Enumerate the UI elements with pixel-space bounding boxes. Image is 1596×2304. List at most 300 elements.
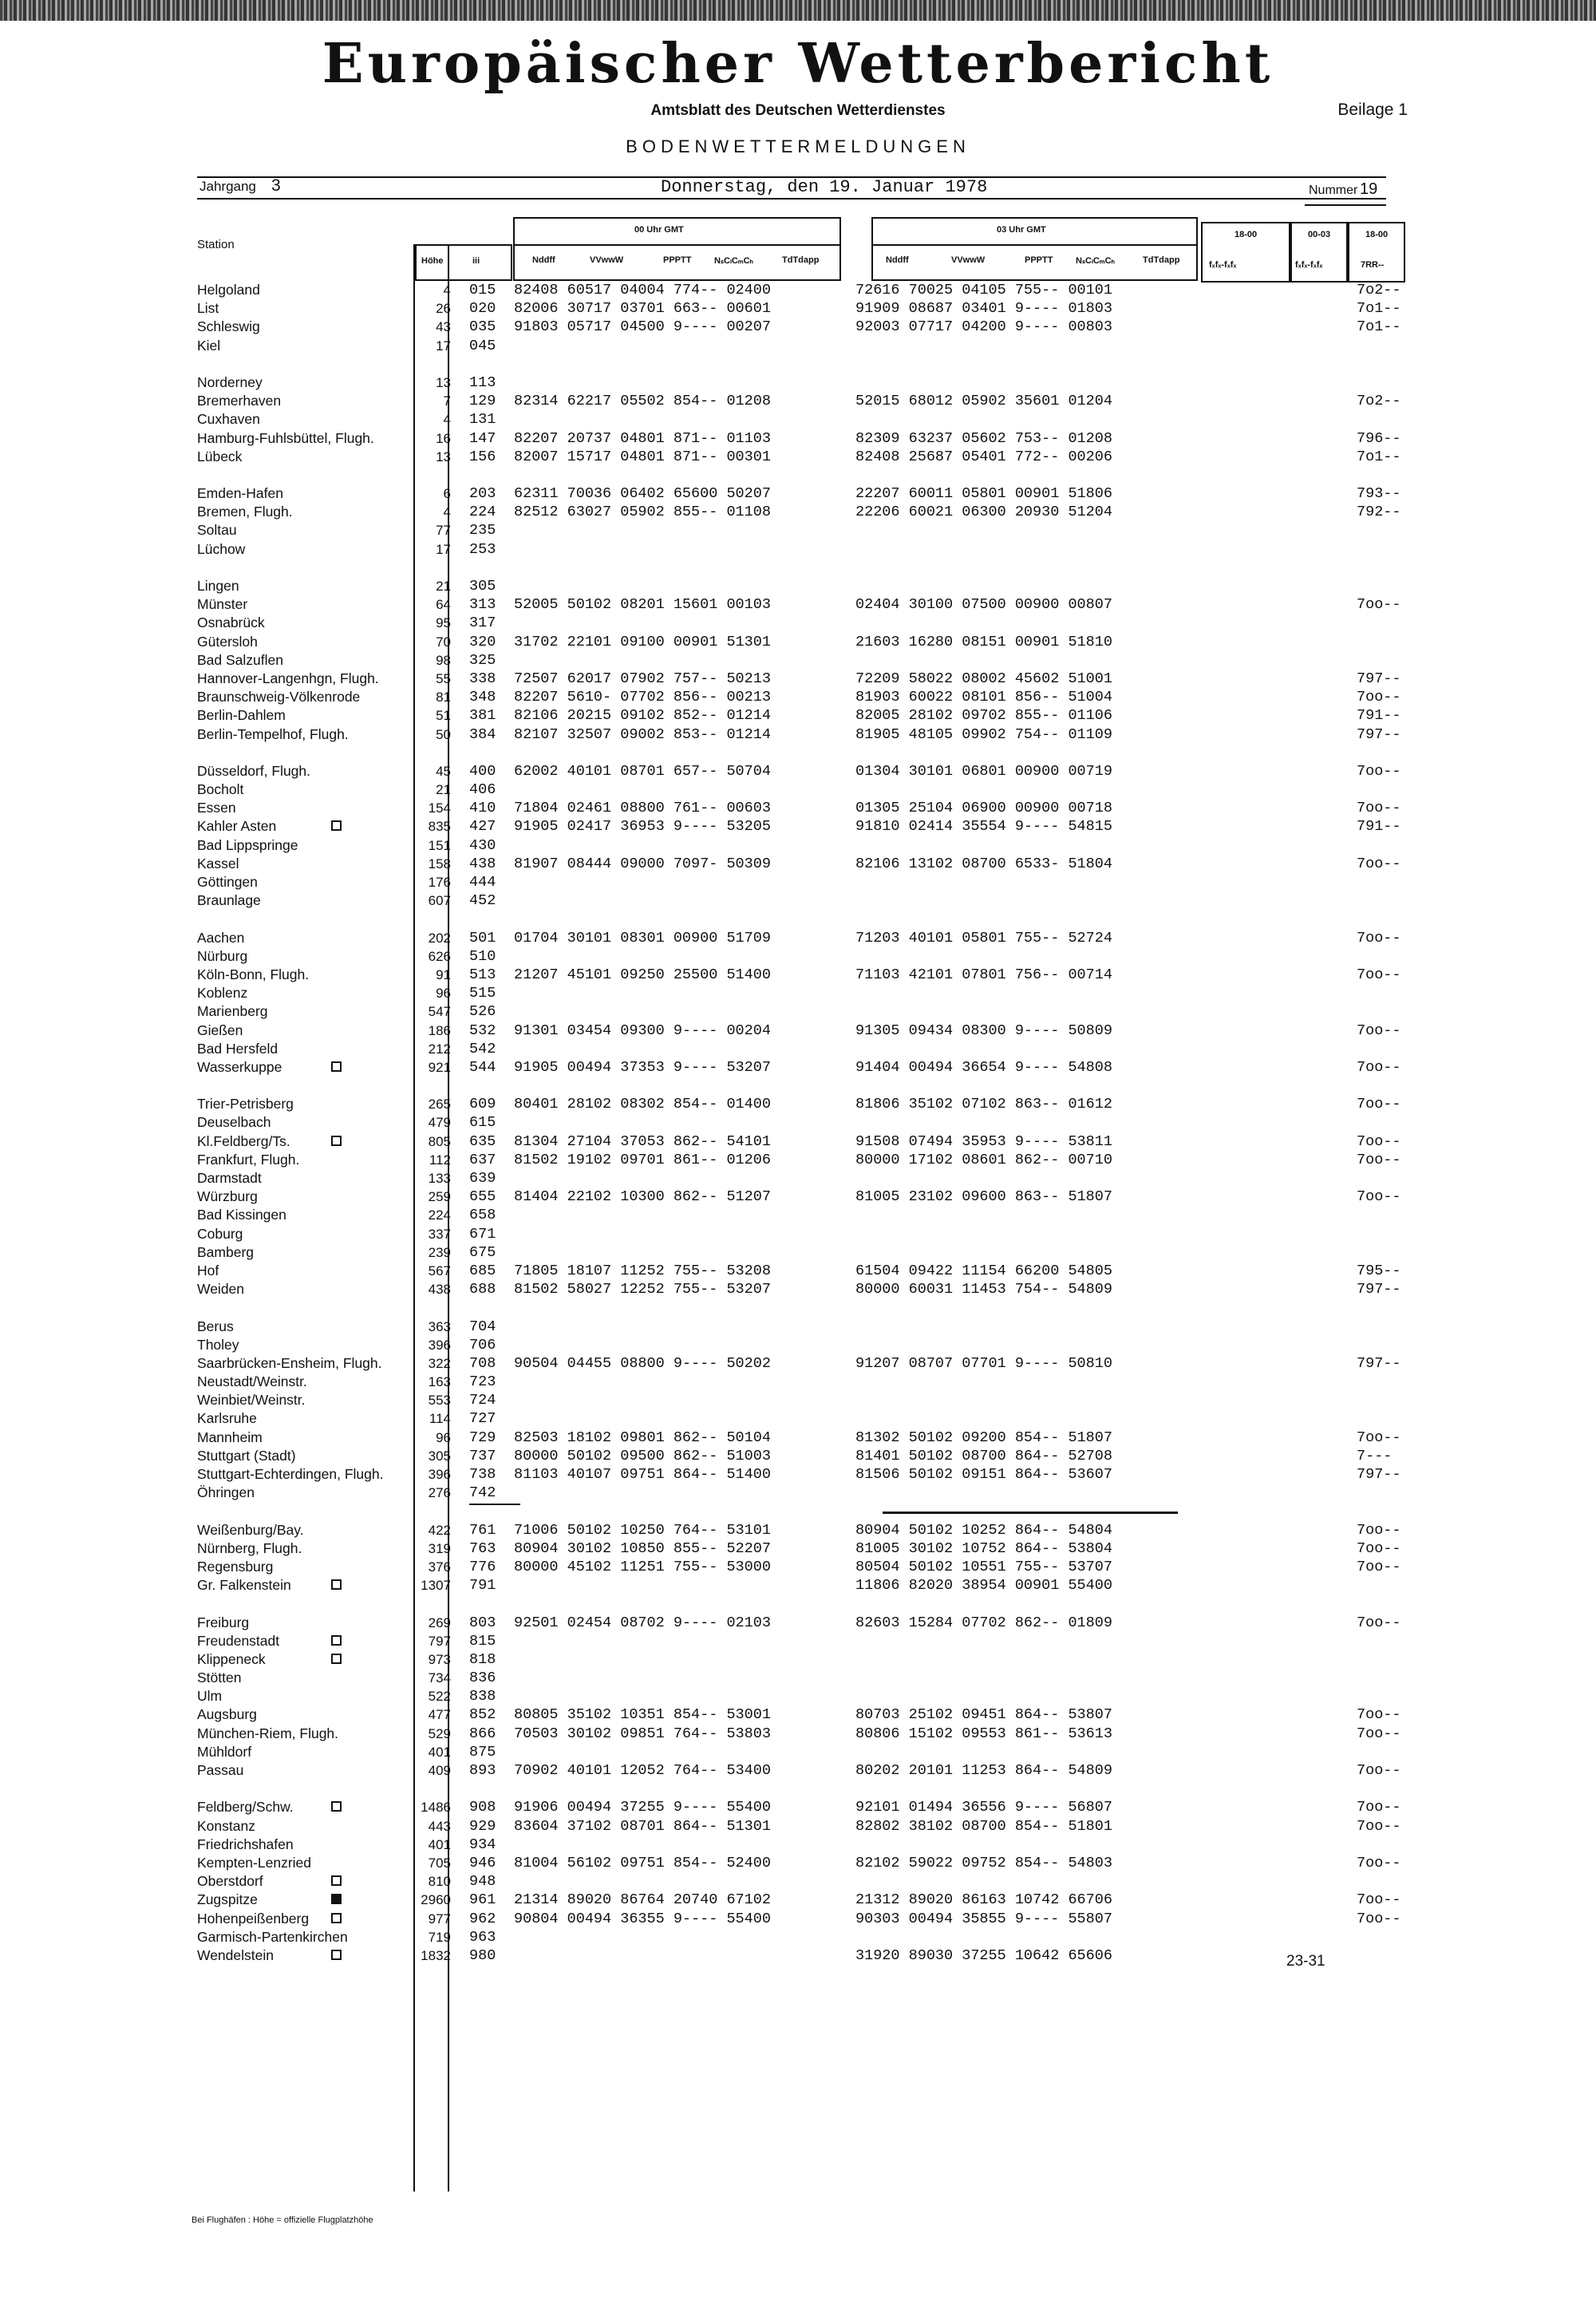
obs-1800: 7oo-- <box>1357 855 1401 872</box>
station-index: 320 <box>469 633 496 650</box>
obs-00gmt: 70503 30102 09851 764-- 53803 <box>514 1725 771 1742</box>
obs-03gmt <box>855 1169 1112 1188</box>
obs-03gmt <box>855 1687 1112 1705</box>
issue-date: Donnerstag, den 19. Januar 1978 <box>661 177 988 197</box>
footer-note: Bei Flughäfen : Höhe = offizielle Flugplatzhöhe <box>192 2215 373 2225</box>
station-index: 639 <box>469 1170 496 1187</box>
obs-00gmt <box>514 651 771 670</box>
obs-00gmt: 82503 18102 09801 862-- 50104 <box>514 1429 771 1446</box>
station-name: Frankfurt, Flugh. <box>197 1151 300 1168</box>
station-index: 147 <box>469 429 496 447</box>
obs-00gmt: 80000 45102 11251 755-- 53000 <box>514 1558 771 1575</box>
station-index: 704 <box>469 1318 496 1335</box>
station-name: München-Riem, Flugh. <box>197 1725 339 1741</box>
station-name: Regensburg <box>197 1558 274 1575</box>
station-index: 427 <box>469 818 496 836</box>
station-name: Bad Salzuflen <box>197 651 283 668</box>
station-height: 212 <box>428 1041 451 1057</box>
obs-00gmt <box>514 781 771 799</box>
obs-03gmt <box>855 1928 1112 1946</box>
station-index: 532 <box>469 1022 496 1039</box>
obs-03gmt <box>855 1206 1112 1224</box>
obs-03gmt: 91207 08707 07701 9---- 50810 <box>855 1354 1112 1372</box>
obs-00gmt: 82106 20215 09102 852-- 01214 <box>514 707 771 725</box>
row-gap <box>403 744 451 762</box>
row-gap <box>855 355 1112 373</box>
row-gap <box>855 1077 1112 1095</box>
obs-03gmt: 21603 16280 08151 00901 51810 <box>855 633 1112 650</box>
station-height: 91 <box>436 966 451 982</box>
station-height: 158 <box>428 856 451 871</box>
station-height: 98 <box>436 652 451 668</box>
station-name: Augsburg <box>197 1706 257 1723</box>
obs-00gmt <box>514 873 771 891</box>
mountain-station-marker-icon <box>331 1801 342 1812</box>
mountain-station-marker-icon <box>331 1136 342 1146</box>
obs-1800 <box>1357 577 1401 595</box>
obs-03gmt: 92101 01494 36556 9---- 56807 <box>855 1799 1112 1816</box>
obs-1800: 7oo-- <box>1357 1521 1401 1539</box>
row-gap <box>1357 1298 1401 1317</box>
obs-03gmt: 81806 35102 07102 863-- 01612 <box>855 1096 1112 1113</box>
mountain-station-marker-icon <box>331 1894 342 1904</box>
strike-mark <box>469 1504 520 1505</box>
col-00gmt: 00 Uhr GMT <box>634 225 684 235</box>
station-index: 685 <box>469 1262 496 1279</box>
station-index: 045 <box>469 337 496 354</box>
station-height: 835 <box>428 819 451 835</box>
station-name: Weißenburg/Bay. <box>197 1521 304 1538</box>
col-cloud-00: NₛCₗCₘCₕ <box>714 256 754 266</box>
row-gap <box>197 355 429 373</box>
obs-00gmt <box>514 1687 771 1705</box>
station-name: Bremen, Flugh. <box>197 504 293 520</box>
station-index: 761 <box>469 1521 496 1539</box>
obs-03gmt: 80202 20101 11253 864-- 54809 <box>855 1762 1112 1779</box>
obs-1800-column <box>1357 281 1401 1965</box>
header-0003-box <box>1290 222 1348 283</box>
obs-00gmt: 82207 5610- 07702 856-- 00213 <box>514 689 771 706</box>
station-name: Weiden <box>197 1281 245 1298</box>
station-name: Essen <box>197 800 236 816</box>
row-gap <box>403 1077 451 1095</box>
station-name: Feldberg/Schw. <box>197 1798 429 1816</box>
station-height: 705 <box>428 1855 451 1871</box>
station-name: Bad Kissingen <box>197 1207 286 1223</box>
station-height: 16 <box>436 430 451 446</box>
obs-00gmt: 83604 37102 08701 864-- 51301 <box>514 1817 771 1835</box>
obs-00gmt <box>514 577 771 595</box>
station-height: 1832 <box>421 1947 451 1963</box>
rule-under-date <box>197 198 1386 200</box>
station-index: 908 <box>469 1799 496 1816</box>
row-gap <box>469 1077 496 1095</box>
obs-1800: 7oo-- <box>1357 1539 1401 1557</box>
obs-03gmt <box>855 873 1112 891</box>
signature-note: 23-31 <box>1286 1953 1325 1970</box>
station-index: 637 <box>469 1151 496 1168</box>
station-index: 325 <box>469 651 496 669</box>
obs-1800: 797-- <box>1357 1466 1401 1483</box>
station-index: 815 <box>469 1632 496 1650</box>
row-gap <box>514 744 771 762</box>
station-index: 020 <box>469 300 496 318</box>
row-gap <box>197 1077 429 1095</box>
obs-03gmt: 72209 58022 08002 45602 51001 <box>855 670 1112 687</box>
obs-1800 <box>1357 1318 1401 1336</box>
col-1800b: 18-00 <box>1365 230 1389 239</box>
obs-03gmt: 71103 42101 07801 756-- 00714 <box>855 966 1112 983</box>
station-column <box>197 281 429 1965</box>
obs-1800: 7o2-- <box>1357 393 1401 410</box>
row-gap <box>197 1780 429 1798</box>
row-gap <box>403 355 451 373</box>
obs-03gmt: 21312 89020 86163 10742 66706 <box>855 1891 1112 1909</box>
station-name: Konstanz <box>197 1817 255 1834</box>
obs-00gmt: 82314 62217 05502 854-- 01208 <box>514 393 771 410</box>
obs-03gmt <box>855 1225 1112 1243</box>
obs-00gmt: 01704 30101 08301 00900 51709 <box>514 929 771 946</box>
obs-1800: 7oo-- <box>1357 929 1401 946</box>
station-height: 114 <box>429 1411 451 1427</box>
station-name: Kempten-Lenzried <box>197 1854 311 1871</box>
station-index: 688 <box>469 1281 496 1298</box>
station-height: 401 <box>428 1744 451 1760</box>
station-name: Braunschweig-Völkenrode <box>197 689 361 705</box>
obs-1800: 7oo-- <box>1357 1558 1401 1575</box>
obs-03gmt: 91508 07494 35953 9---- 53811 <box>855 1132 1112 1150</box>
obs-03gmt <box>855 1669 1112 1687</box>
obs-1800: 7o1-- <box>1357 448 1401 465</box>
station-height: 977 <box>428 1911 451 1927</box>
station-index: 818 <box>469 1650 496 1668</box>
obs-00gmt: 81907 08444 09000 7097- 50309 <box>514 855 771 872</box>
station-index: 253 <box>469 540 496 558</box>
station-height: 4 <box>443 504 451 520</box>
obs-00gmt: 71006 50102 10250 764-- 53101 <box>514 1521 771 1539</box>
obs-00gmt <box>514 1409 771 1428</box>
obs-00gmt <box>514 984 771 1002</box>
station-height: 43 <box>436 319 451 335</box>
obs-00gmt <box>514 1225 771 1243</box>
station-index: 776 <box>469 1558 496 1575</box>
obs-03gmt: 80000 17102 08601 862-- 00710 <box>855 1151 1112 1168</box>
station-name: Trier-Petrisberg <box>197 1096 294 1112</box>
obs-03gmt <box>855 1336 1112 1354</box>
obs-00gmt <box>514 891 771 910</box>
obs-00gmt: 90504 04455 08800 9---- 50202 <box>514 1354 771 1372</box>
station-index: 338 <box>469 670 496 687</box>
obs-00gmt <box>514 1946 771 1965</box>
obs-03gmt: 82309 63237 05602 753-- 01208 <box>855 429 1112 447</box>
obs-00gmt: 82006 30717 03701 663-- 00601 <box>514 300 771 318</box>
station-index: 609 <box>469 1096 496 1113</box>
hoehe-column <box>403 281 451 1965</box>
obs-1800 <box>1357 1373 1401 1391</box>
station-name: Hohenpeißenberg <box>197 1910 429 1928</box>
row-gap <box>403 1298 451 1317</box>
obs-00gmt <box>514 1206 771 1224</box>
obs-03gmt <box>855 1632 1112 1650</box>
station-name: Wasserkuppe <box>197 1058 429 1077</box>
station-height: 6 <box>443 486 451 502</box>
station-height: 265 <box>428 1097 451 1112</box>
rule-nummer <box>1305 204 1386 206</box>
station-height: 805 <box>428 1133 451 1149</box>
station-index: 542 <box>469 1040 496 1057</box>
obs-1800 <box>1357 1243 1401 1262</box>
obs-1800 <box>1357 1336 1401 1354</box>
obs-1800 <box>1357 781 1401 799</box>
obs-1800 <box>1357 1946 1401 1965</box>
station-name: Kassel <box>197 855 239 871</box>
station-height: 553 <box>428 1393 451 1409</box>
obs-1800: 7oo-- <box>1357 1799 1401 1816</box>
station-height: 4 <box>443 412 451 428</box>
station-height: 438 <box>428 1282 451 1298</box>
obs-00gmt: 82512 63027 05902 855-- 01108 <box>514 504 771 521</box>
obs-00gmt: 91905 00494 37353 9---- 53207 <box>514 1058 771 1076</box>
mountain-station-marker-icon <box>331 1875 342 1886</box>
col-1800: 18-00 <box>1235 230 1258 239</box>
row-gap <box>197 1502 429 1520</box>
station-height: 151 <box>428 837 451 853</box>
obs-00gmt: 81103 40107 09751 864-- 51400 <box>514 1466 771 1483</box>
station-index: 724 <box>469 1392 496 1409</box>
row-gap <box>197 1298 429 1317</box>
row-gap <box>514 1077 771 1095</box>
obs-00gmt: 62002 40101 08701 657-- 50704 <box>514 762 771 780</box>
station-index: 893 <box>469 1762 496 1779</box>
station-name: Karlsruhe <box>197 1410 257 1427</box>
row-gap <box>469 559 496 577</box>
obs-1800 <box>1357 633 1401 651</box>
row-gap <box>855 1595 1112 1613</box>
row-gap <box>855 1780 1112 1798</box>
obs-1800 <box>1357 1669 1401 1687</box>
obs-03gmt <box>855 577 1112 595</box>
obs-00gmt: 91905 02417 36953 9---- 53205 <box>514 818 771 836</box>
row-gap <box>469 1595 496 1613</box>
station-height: 13 <box>436 374 451 390</box>
obs-03gmt: 22206 60021 06300 20930 51204 <box>855 504 1112 521</box>
station-name: Würzburg <box>197 1188 258 1205</box>
obs-1800: 7oo-- <box>1357 1891 1401 1909</box>
station-name: Zugspitze <box>197 1891 429 1909</box>
obs-03gmt <box>855 614 1112 632</box>
station-index: 929 <box>469 1817 496 1835</box>
station-index: 866 <box>469 1725 496 1742</box>
station-index: 156 <box>469 448 496 465</box>
obs-00gmt-column <box>514 281 771 1965</box>
station-index: 224 <box>469 504 496 521</box>
row-gap <box>403 1780 451 1798</box>
row-gap <box>514 1780 771 1798</box>
station-name: Freudenstadt <box>197 1632 429 1650</box>
station-name: Lüchow <box>197 540 246 557</box>
col-nddff-00: Nddff <box>532 255 555 265</box>
station-height: 797 <box>428 1633 451 1649</box>
station-name: Klippeneck <box>197 1650 429 1669</box>
station-name: Kl.Feldberg/Ts. <box>197 1132 429 1151</box>
station-index: 438 <box>469 855 496 872</box>
obs-03gmt <box>855 1836 1112 1854</box>
station-index: 129 <box>469 393 496 410</box>
station-name: Bad Hersfeld <box>197 1040 279 1057</box>
station-name: Kahler Asten <box>197 817 429 836</box>
station-name: Göttingen <box>197 874 258 890</box>
row-gap <box>469 466 496 484</box>
row-gap <box>469 1298 496 1317</box>
row-gap <box>1357 466 1401 484</box>
station-name: Norderney <box>197 373 263 390</box>
obs-03gmt <box>855 1650 1112 1669</box>
row-gap <box>1357 559 1401 577</box>
station-name: Braunlage <box>197 892 261 909</box>
obs-00gmt: 31702 22101 09100 00901 51301 <box>514 633 771 650</box>
station-name: List <box>197 300 219 317</box>
obs-03gmt: 82408 25687 05401 772-- 00206 <box>855 448 1112 465</box>
obs-03gmt: 80000 60031 11453 754-- 54809 <box>855 1281 1112 1298</box>
row-gap <box>855 1298 1112 1317</box>
station-height: 133 <box>428 1171 451 1186</box>
row-gap <box>469 355 496 373</box>
obs-1800 <box>1357 1928 1401 1946</box>
station-name: Darmstadt <box>197 1170 262 1186</box>
station-height: 202 <box>428 930 451 946</box>
station-height: 529 <box>428 1725 451 1741</box>
col-station: Station <box>197 238 235 251</box>
obs-00gmt <box>514 1040 771 1058</box>
header-00gmt-box <box>513 217 841 281</box>
rule-00gmt <box>515 244 839 246</box>
obs-03gmt: 81401 50102 08700 864-- 52708 <box>855 1447 1112 1464</box>
station-name: Marienberg <box>197 1003 268 1020</box>
station-height: 112 <box>429 1152 451 1168</box>
obs-1800 <box>1357 1206 1401 1224</box>
station-height: 17 <box>436 541 451 557</box>
station-height: 50 <box>436 726 451 742</box>
obs-00gmt <box>514 1872 771 1891</box>
obs-03gmt: 01304 30101 06801 00900 00719 <box>855 762 1112 780</box>
station-height: 305 <box>428 1448 451 1464</box>
col-vvwww-00: VVwwW <box>590 255 624 265</box>
obs-03gmt <box>855 373 1112 392</box>
obs-00gmt: 81004 56102 09751 854-- 52400 <box>514 1854 771 1871</box>
station-index: 737 <box>469 1447 496 1464</box>
obs-1800 <box>1357 1484 1401 1502</box>
station-index: 729 <box>469 1429 496 1446</box>
station-name: Osnabrück <box>197 615 265 631</box>
station-index: 675 <box>469 1243 496 1261</box>
obs-1800: 7oo-- <box>1357 800 1401 817</box>
header-03gmt-box <box>871 217 1198 281</box>
station-index: 658 <box>469 1207 496 1224</box>
obs-03gmt <box>855 651 1112 670</box>
station-height: 522 <box>428 1689 451 1705</box>
obs-1800 <box>1357 1687 1401 1705</box>
station-name: Weinbiet/Weinstr. <box>197 1392 306 1409</box>
row-gap <box>403 1595 451 1613</box>
station-name: Freiburg <box>197 1614 250 1630</box>
obs-1800: 793-- <box>1357 485 1401 503</box>
obs-1800: 797-- <box>1357 670 1401 687</box>
obs-00gmt: 62311 70036 06402 65600 50207 <box>514 485 771 503</box>
obs-00gmt <box>514 1484 771 1502</box>
obs-1800 <box>1357 1836 1401 1854</box>
obs-00gmt <box>514 1002 771 1021</box>
station-index: 635 <box>469 1132 496 1150</box>
obs-1800 <box>1357 373 1401 392</box>
obs-03gmt <box>855 1113 1112 1132</box>
station-height: 921 <box>428 1059 451 1075</box>
row-gap <box>197 744 429 762</box>
jahrgang-value: 3 <box>271 176 281 195</box>
obs-1800 <box>1357 1576 1401 1595</box>
obs-03gmt: 91810 02414 35554 9---- 54815 <box>855 818 1112 836</box>
obs-00gmt: 72507 62017 07902 757-- 50213 <box>514 670 771 687</box>
station-name: Hof <box>197 1262 219 1278</box>
obs-03gmt: 81005 30102 10752 864-- 53804 <box>855 1539 1112 1557</box>
obs-1800: 7oo-- <box>1357 966 1401 983</box>
station-height: 224 <box>428 1207 451 1223</box>
station-height: 401 <box>428 1836 451 1852</box>
station-height: 77 <box>436 523 451 539</box>
obs-00gmt <box>514 1836 771 1854</box>
station-index: 946 <box>469 1854 496 1871</box>
obs-00gmt: 71805 18107 11252 755-- 53208 <box>514 1262 771 1279</box>
station-name: Köln-Bonn, Flugh. <box>197 966 310 982</box>
obs-03gmt: 72616 70025 04105 755-- 00101 <box>855 282 1112 298</box>
obs-03gmt <box>855 1040 1112 1058</box>
obs-1800: 7oo-- <box>1357 1706 1401 1724</box>
obs-00gmt: 82408 60517 04004 774-- 02400 <box>514 282 771 298</box>
mountain-station-marker-icon <box>331 1635 342 1646</box>
station-name: Ulm <box>197 1688 223 1705</box>
station-name: Nürnberg, Flugh. <box>197 1539 302 1556</box>
col-cloud-03: NₛCₗCₘCₕ <box>1076 256 1116 266</box>
obs-03gmt: 81302 50102 09200 854-- 51807 <box>855 1429 1112 1446</box>
station-name: Hamburg-Fuhlsbüttel, Flugh. <box>197 429 374 446</box>
station-index: 671 <box>469 1225 496 1243</box>
obs-00gmt <box>514 1669 771 1687</box>
obs-00gmt: 80805 35102 10351 854-- 53001 <box>514 1706 771 1724</box>
station-index: 962 <box>469 1910 496 1927</box>
row-gap <box>514 910 771 928</box>
station-height: 479 <box>428 1115 451 1131</box>
obs-00gmt: 71804 02461 08800 761-- 00603 <box>514 800 771 817</box>
mountain-station-marker-icon <box>331 1579 342 1590</box>
station-index: 510 <box>469 947 496 965</box>
station-index: 235 <box>469 522 496 539</box>
obs-03gmt-column <box>855 281 1112 1965</box>
obs-00gmt: 82107 32507 09002 853-- 01214 <box>514 725 771 743</box>
station-index: 706 <box>469 1336 496 1354</box>
section-title: BODENWETTERMELDUNGEN <box>626 136 970 156</box>
station-index: 313 <box>469 596 496 614</box>
obs-1800: 7o1-- <box>1357 300 1401 318</box>
obs-1800: 792-- <box>1357 504 1401 521</box>
col-ppptt-03: PPPTT <box>1025 255 1053 265</box>
station-index: 961 <box>469 1891 496 1909</box>
obs-1800 <box>1357 1169 1401 1188</box>
obs-00gmt <box>514 1169 771 1188</box>
obs-1800 <box>1357 1872 1401 1891</box>
obs-00gmt <box>514 1113 771 1132</box>
row-gap <box>197 910 429 928</box>
station-name: Gießen <box>197 1022 243 1038</box>
station-height: 810 <box>428 1874 451 1890</box>
